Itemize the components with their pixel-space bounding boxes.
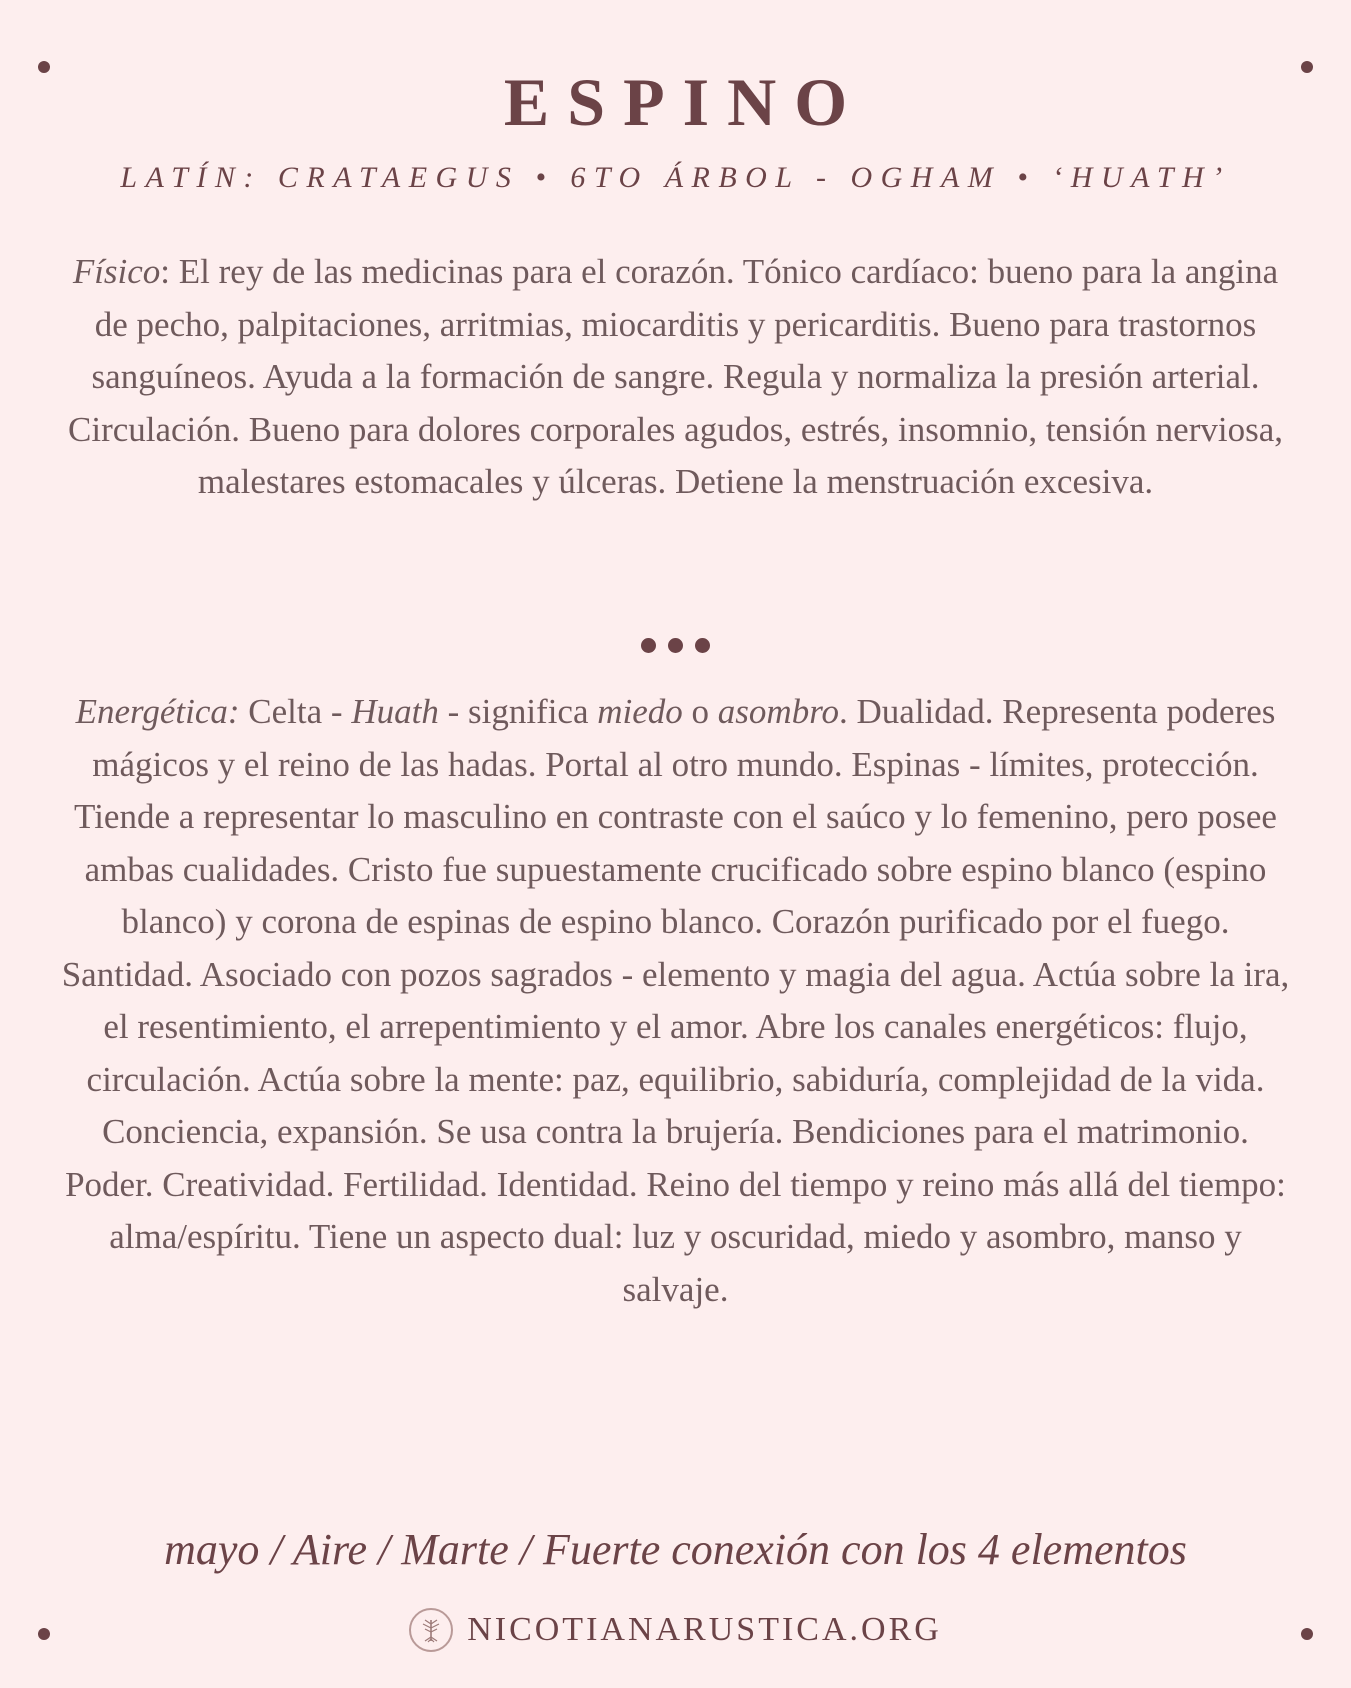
fisico-paragraph (60, 246, 1291, 509)
separator-dot (641, 638, 656, 653)
energetica-paragraph (60, 686, 1291, 1316)
energetica-huath: Huath (351, 692, 439, 731)
page-subtitle: LATÍN: CRATAEGUS • 6TO ÁRBOL - OGHAM • ‘HUATH’ (120, 161, 1231, 194)
energetica-miedo: miedo (597, 692, 683, 731)
fisico-text: : El rey de las medicinas para el corazón. Tónico cardíaco: bueno para la angina de pecho, palpitaciones, arritmias, miocarditis y pericarditis. Bueno para trastornos sanguíneos. Ayuda a la formación de sangre. Regula y normaliza la presión arterial. Circulación. Bueno para dolores corporales agudos, estrés, insomnio, tensión nerviosa, malestares estomacales y úlceras. Detiene la menstruación excesiva. (68, 252, 1283, 501)
energetica-asombro: asombro (717, 692, 840, 731)
brand-footer (0, 1608, 1351, 1652)
energetica-text-1: Celta - (239, 692, 352, 731)
tree-icon (409, 1608, 453, 1652)
energetica-text-3: o (682, 692, 718, 731)
page-title: ESPINO (503, 64, 866, 140)
correspondences-line: mayo / Aire / Marte / Fuerte conexión con los 4 elementos (164, 1525, 1187, 1574)
separator-dot (668, 638, 683, 653)
brand-name[interactable]: NICOTIANARUSTICA.ORG (467, 1611, 942, 1648)
separator-dot (695, 638, 710, 653)
energetica-label: Energética: (75, 692, 240, 731)
fisico-label: Físico (72, 252, 161, 291)
energetica-text-4: . Dualidad. Representa poderes mágicos y el reino de las hadas. Portal al otro mundo. Espinas - límites, protección. Tiende a representar lo masculino en contraste con el saúco y lo femenino, pero posee ambas cualidades. Cristo fue supuestamente crucificado sobre espino blanco (espino blanco) y corona de espinas de espino blanco. Corazón purificado por el fuego. Santidad. Asociado con pozos sagrados - elemento y magia del agua. Actúa sobre la ira, el resentimiento, el arrepentimiento y el amor. Abre los canales energéticos: flujo, circulación. Actúa sobre la mente: paz, equilibrio, sabiduría, complejidad de la vida. Conciencia, expansión. Se usa contra la brujería. Bendiciones para el matrimonio. Poder. Creatividad. Fertilidad. Identidad. Reino del tiempo y reino más allá del tiempo: alma/espíritu. Tiene un aspecto dual: luz y oscuridad, miedo y asombro, manso y salvaje. (61, 692, 1290, 1309)
section-separator (0, 638, 1351, 653)
energetica-text-2: - significa (438, 692, 598, 731)
